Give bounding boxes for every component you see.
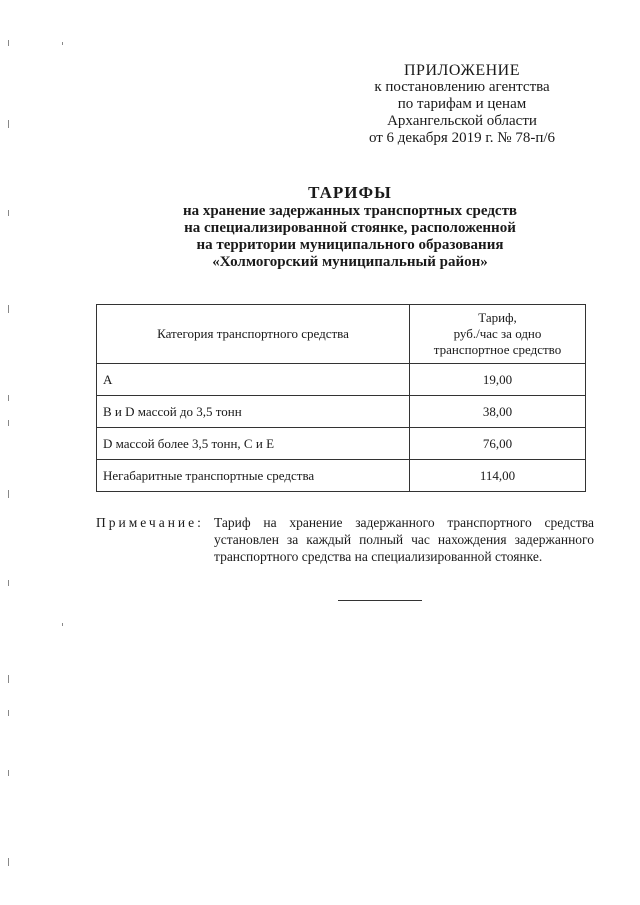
- row-rate: 19,00: [410, 364, 586, 396]
- table-row: [97, 428, 586, 460]
- row-rate: 76,00: [410, 428, 586, 460]
- table-row: [97, 396, 586, 428]
- closing-separator: [338, 600, 422, 601]
- appendix-line: Архангельской области: [387, 113, 537, 129]
- header-rate: [410, 305, 586, 364]
- scan-mark: [8, 710, 9, 716]
- scan-dot: [62, 623, 63, 626]
- scan-mark: [8, 490, 9, 498]
- title-line: на хранение задержанных транспортных средств: [182, 203, 518, 219]
- scan-mark: [8, 580, 9, 586]
- scan-mark: [8, 858, 9, 866]
- row-category: Негабаритные транспортные средства: [97, 460, 410, 492]
- row-category: D массой более 3,5 тонн, C и E: [97, 428, 410, 460]
- document-title: [120, 183, 580, 271]
- table-row: [97, 364, 586, 396]
- scan-mark: [8, 305, 9, 313]
- header-rate-line: руб./час за одно: [453, 326, 542, 341]
- scan-mark: [8, 420, 9, 426]
- row-category: A: [97, 364, 410, 396]
- scan-mark: [8, 40, 9, 46]
- title-line: на территории муниципального образования: [196, 237, 504, 253]
- row-rate: 114,00: [410, 460, 586, 492]
- header-rate-line: транспортное средство: [433, 342, 562, 357]
- tariffs-table: [96, 304, 586, 492]
- scan-mark: [8, 120, 9, 128]
- appendix-line: от 6 декабря 2019 г. № 78-п/6: [368, 130, 556, 146]
- appendix-header: [330, 62, 594, 147]
- table-row: [97, 460, 586, 492]
- scan-mark: [8, 210, 9, 216]
- appendix-line: по тарифам и ценам: [397, 96, 527, 112]
- appendix-line: к постановлению агентства: [374, 79, 550, 95]
- row-rate: 38,00: [410, 396, 586, 428]
- title-line: на специализированной стоянке, расположенной: [184, 220, 516, 236]
- note-text: Тариф на хранение задержанного транспортного средства установлен за каждый полный час нахождения задержанного транспортного средства на специализированной стоянке.: [214, 515, 594, 564]
- table-header-row: [97, 305, 586, 364]
- title-main: ТАРИФЫ: [308, 183, 392, 202]
- header-rate-line: Тариф,: [478, 310, 517, 325]
- header-category: Категория транспортного средства: [97, 305, 410, 364]
- appendix-heading: ПРИЛОЖЕНИЕ: [403, 62, 520, 79]
- title-line: «Холмогорский муниципальный район»: [212, 254, 488, 270]
- scan-mark: [8, 770, 9, 776]
- scan-dot: [62, 42, 63, 45]
- scan-mark: [8, 675, 9, 683]
- scan-mark: [8, 395, 9, 401]
- row-category: B и D массой до 3,5 тонн: [97, 396, 410, 428]
- note-label: Примечание:: [96, 515, 204, 530]
